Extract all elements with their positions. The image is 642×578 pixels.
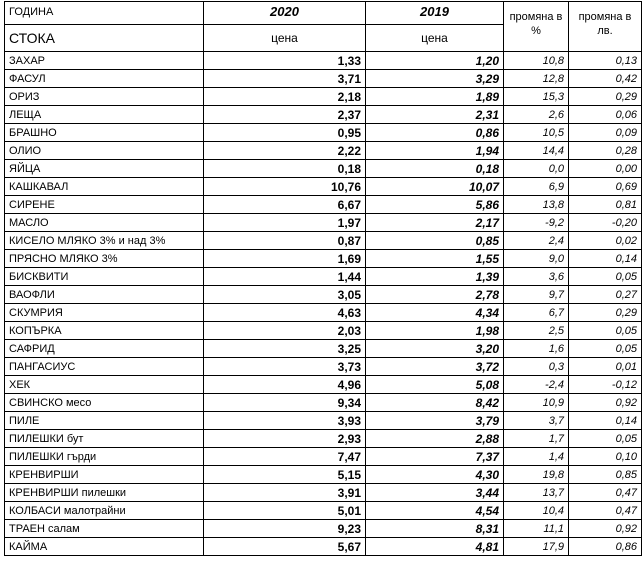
year-label: ГОДИНА <box>5 2 204 25</box>
change-percent-cell: 0,0 <box>504 160 569 178</box>
price-2020-cell: 5,15 <box>204 466 366 484</box>
price-2019-cell: 7,37 <box>366 448 504 466</box>
change-percent-cell: 6,9 <box>504 178 569 196</box>
product-name-cell: КОПЪРКА <box>5 322 204 340</box>
product-name-cell: ПИЛЕШКИ гърди <box>5 448 204 466</box>
change-percent-cell: 14,4 <box>504 142 569 160</box>
price-2019-cell: 10,07 <box>366 178 504 196</box>
change-percent-cell: -2,4 <box>504 376 569 394</box>
table-body <box>5 52 642 556</box>
price-2020-cell: 1,97 <box>204 214 366 232</box>
product-name-cell: СИРЕНЕ <box>5 196 204 214</box>
price-2020-cell: 2,37 <box>204 106 366 124</box>
change-lev-cell: 0,81 <box>569 196 642 214</box>
table-row <box>5 394 642 412</box>
price-2020-cell: 3,25 <box>204 340 366 358</box>
price-2020-cell: 6,67 <box>204 196 366 214</box>
price-2019-cell: 0,18 <box>366 160 504 178</box>
change-lev-cell: 0,47 <box>569 484 642 502</box>
product-name-cell: КАЙМА <box>5 538 204 556</box>
table-row <box>5 358 642 376</box>
table-row <box>5 340 642 358</box>
change-lev-cell: 0,92 <box>569 520 642 538</box>
change-percent-cell: 13,8 <box>504 196 569 214</box>
price-2020-cell: 9,34 <box>204 394 366 412</box>
change-lev-cell: 0,86 <box>569 538 642 556</box>
product-name-cell: ХЕК <box>5 376 204 394</box>
product-name-cell: ТРАЕН салам <box>5 520 204 538</box>
change-lev-cell: 0,09 <box>569 124 642 142</box>
product-name-cell: ЛЕЩА <box>5 106 204 124</box>
product-name-cell: КРЕНВИРШИ <box>5 466 204 484</box>
price-2020-cell: 3,91 <box>204 484 366 502</box>
goods-label: СТОКА <box>5 25 204 52</box>
change-lev-cell: 0,05 <box>569 430 642 448</box>
table-row <box>5 142 642 160</box>
price-2019-cell: 1,55 <box>366 250 504 268</box>
change-lev-cell: 0,29 <box>569 88 642 106</box>
price-2019-cell: 8,42 <box>366 394 504 412</box>
price-2020-cell: 5,67 <box>204 538 366 556</box>
change-lev-cell: 0,28 <box>569 142 642 160</box>
product-name-cell: ПИЛЕ <box>5 412 204 430</box>
price-2019-cell: 0,85 <box>366 232 504 250</box>
table-row <box>5 412 642 430</box>
table-row <box>5 430 642 448</box>
change-percent-cell: 2,6 <box>504 106 569 124</box>
change-percent-cell: 2,5 <box>504 322 569 340</box>
change-lev-cell: 0,05 <box>569 340 642 358</box>
table-row <box>5 250 642 268</box>
table-row <box>5 70 642 88</box>
price-2019-cell: 2,31 <box>366 106 504 124</box>
change-lev-cell: 0,42 <box>569 70 642 88</box>
price-2020-cell: 1,44 <box>204 268 366 286</box>
table-row <box>5 448 642 466</box>
change-percent-header: промяна в % <box>504 2 569 52</box>
price-2019-cell: 1,89 <box>366 88 504 106</box>
change-lev-cell: -0,20 <box>569 214 642 232</box>
price-2019-cell: 2,78 <box>366 286 504 304</box>
price-2019-cell: 3,20 <box>366 340 504 358</box>
price-2019-cell: 2,17 <box>366 214 504 232</box>
change-percent-cell: 10,4 <box>504 502 569 520</box>
change-lev-cell: 0,02 <box>569 232 642 250</box>
table-row <box>5 520 642 538</box>
change-percent-cell: 12,8 <box>504 70 569 88</box>
change-lev-cell: 0,29 <box>569 304 642 322</box>
table-row <box>5 286 642 304</box>
price-2020-cell: 1,33 <box>204 52 366 70</box>
price-2019-cell: 4,54 <box>366 502 504 520</box>
price-2019-cell: 0,86 <box>366 124 504 142</box>
price-2019-cell: 2,88 <box>366 430 504 448</box>
change-lev-cell: 0,13 <box>569 52 642 70</box>
product-name-cell: СКУМРИЯ <box>5 304 204 322</box>
year-2020-header: 2020 <box>204 2 366 25</box>
product-name-cell: ВАОФЛИ <box>5 286 204 304</box>
change-lev-cell: 0,47 <box>569 502 642 520</box>
product-name-cell: ПАНГАСИУС <box>5 358 204 376</box>
change-lev-cell: 0,06 <box>569 106 642 124</box>
table-row <box>5 52 642 70</box>
price-2020-cell: 0,95 <box>204 124 366 142</box>
price-2020-cell: 10,76 <box>204 178 366 196</box>
table-row <box>5 268 642 286</box>
price-2020-cell: 4,96 <box>204 376 366 394</box>
product-name-cell: ОЛИО <box>5 142 204 160</box>
product-name-cell: КАШКАВАЛ <box>5 178 204 196</box>
price-2020-header: цена <box>204 25 366 52</box>
price-2020-cell: 2,03 <box>204 322 366 340</box>
table-row <box>5 484 642 502</box>
table-row <box>5 124 642 142</box>
price-2019-cell: 4,81 <box>366 538 504 556</box>
change-percent-cell: 1,4 <box>504 448 569 466</box>
product-name-cell: БИСКВИТИ <box>5 268 204 286</box>
change-lev-cell: 0,10 <box>569 448 642 466</box>
change-percent-cell: 3,6 <box>504 268 569 286</box>
change-lev-cell: 0,27 <box>569 286 642 304</box>
change-lev-cell: 0,05 <box>569 268 642 286</box>
change-percent-cell: 1,7 <box>504 430 569 448</box>
price-2020-cell: 4,63 <box>204 304 366 322</box>
price-2020-cell: 3,71 <box>204 70 366 88</box>
table-row <box>5 232 642 250</box>
price-2020-cell: 1,69 <box>204 250 366 268</box>
price-2019-cell: 3,72 <box>366 358 504 376</box>
product-name-cell: СВИНСКО месо <box>5 394 204 412</box>
product-name-cell: ЗАХАР <box>5 52 204 70</box>
price-comparison-table <box>4 1 642 556</box>
product-name-cell: КОЛБАСИ малотрайни <box>5 502 204 520</box>
price-2019-header: цена <box>366 25 504 52</box>
table-row <box>5 502 642 520</box>
price-2019-cell: 1,39 <box>366 268 504 286</box>
change-lev-cell: 0,14 <box>569 250 642 268</box>
price-2019-cell: 8,31 <box>366 520 504 538</box>
price-2020-cell: 0,18 <box>204 160 366 178</box>
change-lev-cell: 0,14 <box>569 412 642 430</box>
change-percent-cell: 17,9 <box>504 538 569 556</box>
product-name-cell: ОРИЗ <box>5 88 204 106</box>
change-percent-cell: 0,3 <box>504 358 569 376</box>
change-percent-cell: 15,3 <box>504 88 569 106</box>
price-2020-cell: 7,47 <box>204 448 366 466</box>
table-row <box>5 178 642 196</box>
price-2019-cell: 3,44 <box>366 484 504 502</box>
price-2019-cell: 5,08 <box>366 376 504 394</box>
table-row <box>5 376 642 394</box>
table-row <box>5 466 642 484</box>
product-name-cell: ПИЛЕШКИ бут <box>5 430 204 448</box>
product-name-cell: БРАШНО <box>5 124 204 142</box>
table-row <box>5 106 642 124</box>
price-2020-cell: 2,22 <box>204 142 366 160</box>
price-2020-cell: 0,87 <box>204 232 366 250</box>
change-percent-cell: 10,5 <box>504 124 569 142</box>
change-percent-cell: 13,7 <box>504 484 569 502</box>
change-percent-cell: 10,8 <box>504 52 569 70</box>
change-lev-cell: 0,01 <box>569 358 642 376</box>
product-name-cell: ПРЯСНО МЛЯКО 3% <box>5 250 204 268</box>
price-2019-cell: 4,34 <box>366 304 504 322</box>
price-2019-cell: 3,79 <box>366 412 504 430</box>
header-row-years <box>5 2 642 25</box>
price-2020-cell: 9,23 <box>204 520 366 538</box>
price-2019-cell: 3,29 <box>366 70 504 88</box>
change-percent-cell: 3,7 <box>504 412 569 430</box>
price-2020-cell: 3,05 <box>204 286 366 304</box>
table-row <box>5 322 642 340</box>
change-percent-cell: 6,7 <box>504 304 569 322</box>
product-name-cell: КИСЕЛО МЛЯКО 3% и над 3% <box>5 232 204 250</box>
change-percent-cell: 9,7 <box>504 286 569 304</box>
product-name-cell: МАСЛО <box>5 214 204 232</box>
price-2019-cell: 1,98 <box>366 322 504 340</box>
change-lev-cell: 0,92 <box>569 394 642 412</box>
table-row <box>5 196 642 214</box>
change-percent-cell: -9,2 <box>504 214 569 232</box>
year-2019-header: 2019 <box>366 2 504 25</box>
price-2020-cell: 3,93 <box>204 412 366 430</box>
price-2019-cell: 5,86 <box>366 196 504 214</box>
change-percent-cell: 10,9 <box>504 394 569 412</box>
change-lev-cell: 0,69 <box>569 178 642 196</box>
change-lev-cell: 0,05 <box>569 322 642 340</box>
table-row <box>5 214 642 232</box>
change-lev-cell: 0,00 <box>569 160 642 178</box>
price-2020-cell: 2,18 <box>204 88 366 106</box>
table-row <box>5 538 642 556</box>
change-percent-cell: 2,4 <box>504 232 569 250</box>
change-lev-cell: 0,85 <box>569 466 642 484</box>
change-percent-cell: 9,0 <box>504 250 569 268</box>
change-lev-header: промяна в лв. <box>569 2 642 52</box>
change-percent-cell: 1,6 <box>504 340 569 358</box>
price-2020-cell: 2,93 <box>204 430 366 448</box>
product-name-cell: ЯЙЦА <box>5 160 204 178</box>
price-2019-cell: 1,20 <box>366 52 504 70</box>
product-name-cell: КРЕНВИРШИ пилешки <box>5 484 204 502</box>
price-2019-cell: 1,94 <box>366 142 504 160</box>
change-lev-cell: -0,12 <box>569 376 642 394</box>
price-2020-cell: 3,73 <box>204 358 366 376</box>
table-row <box>5 88 642 106</box>
product-name-cell: САФРИД <box>5 340 204 358</box>
price-2019-cell: 4,30 <box>366 466 504 484</box>
product-name-cell: ФАСУЛ <box>5 70 204 88</box>
change-percent-cell: 11,1 <box>504 520 569 538</box>
table-row <box>5 304 642 322</box>
change-percent-cell: 19,8 <box>504 466 569 484</box>
table-row <box>5 160 642 178</box>
price-2020-cell: 5,01 <box>204 502 366 520</box>
